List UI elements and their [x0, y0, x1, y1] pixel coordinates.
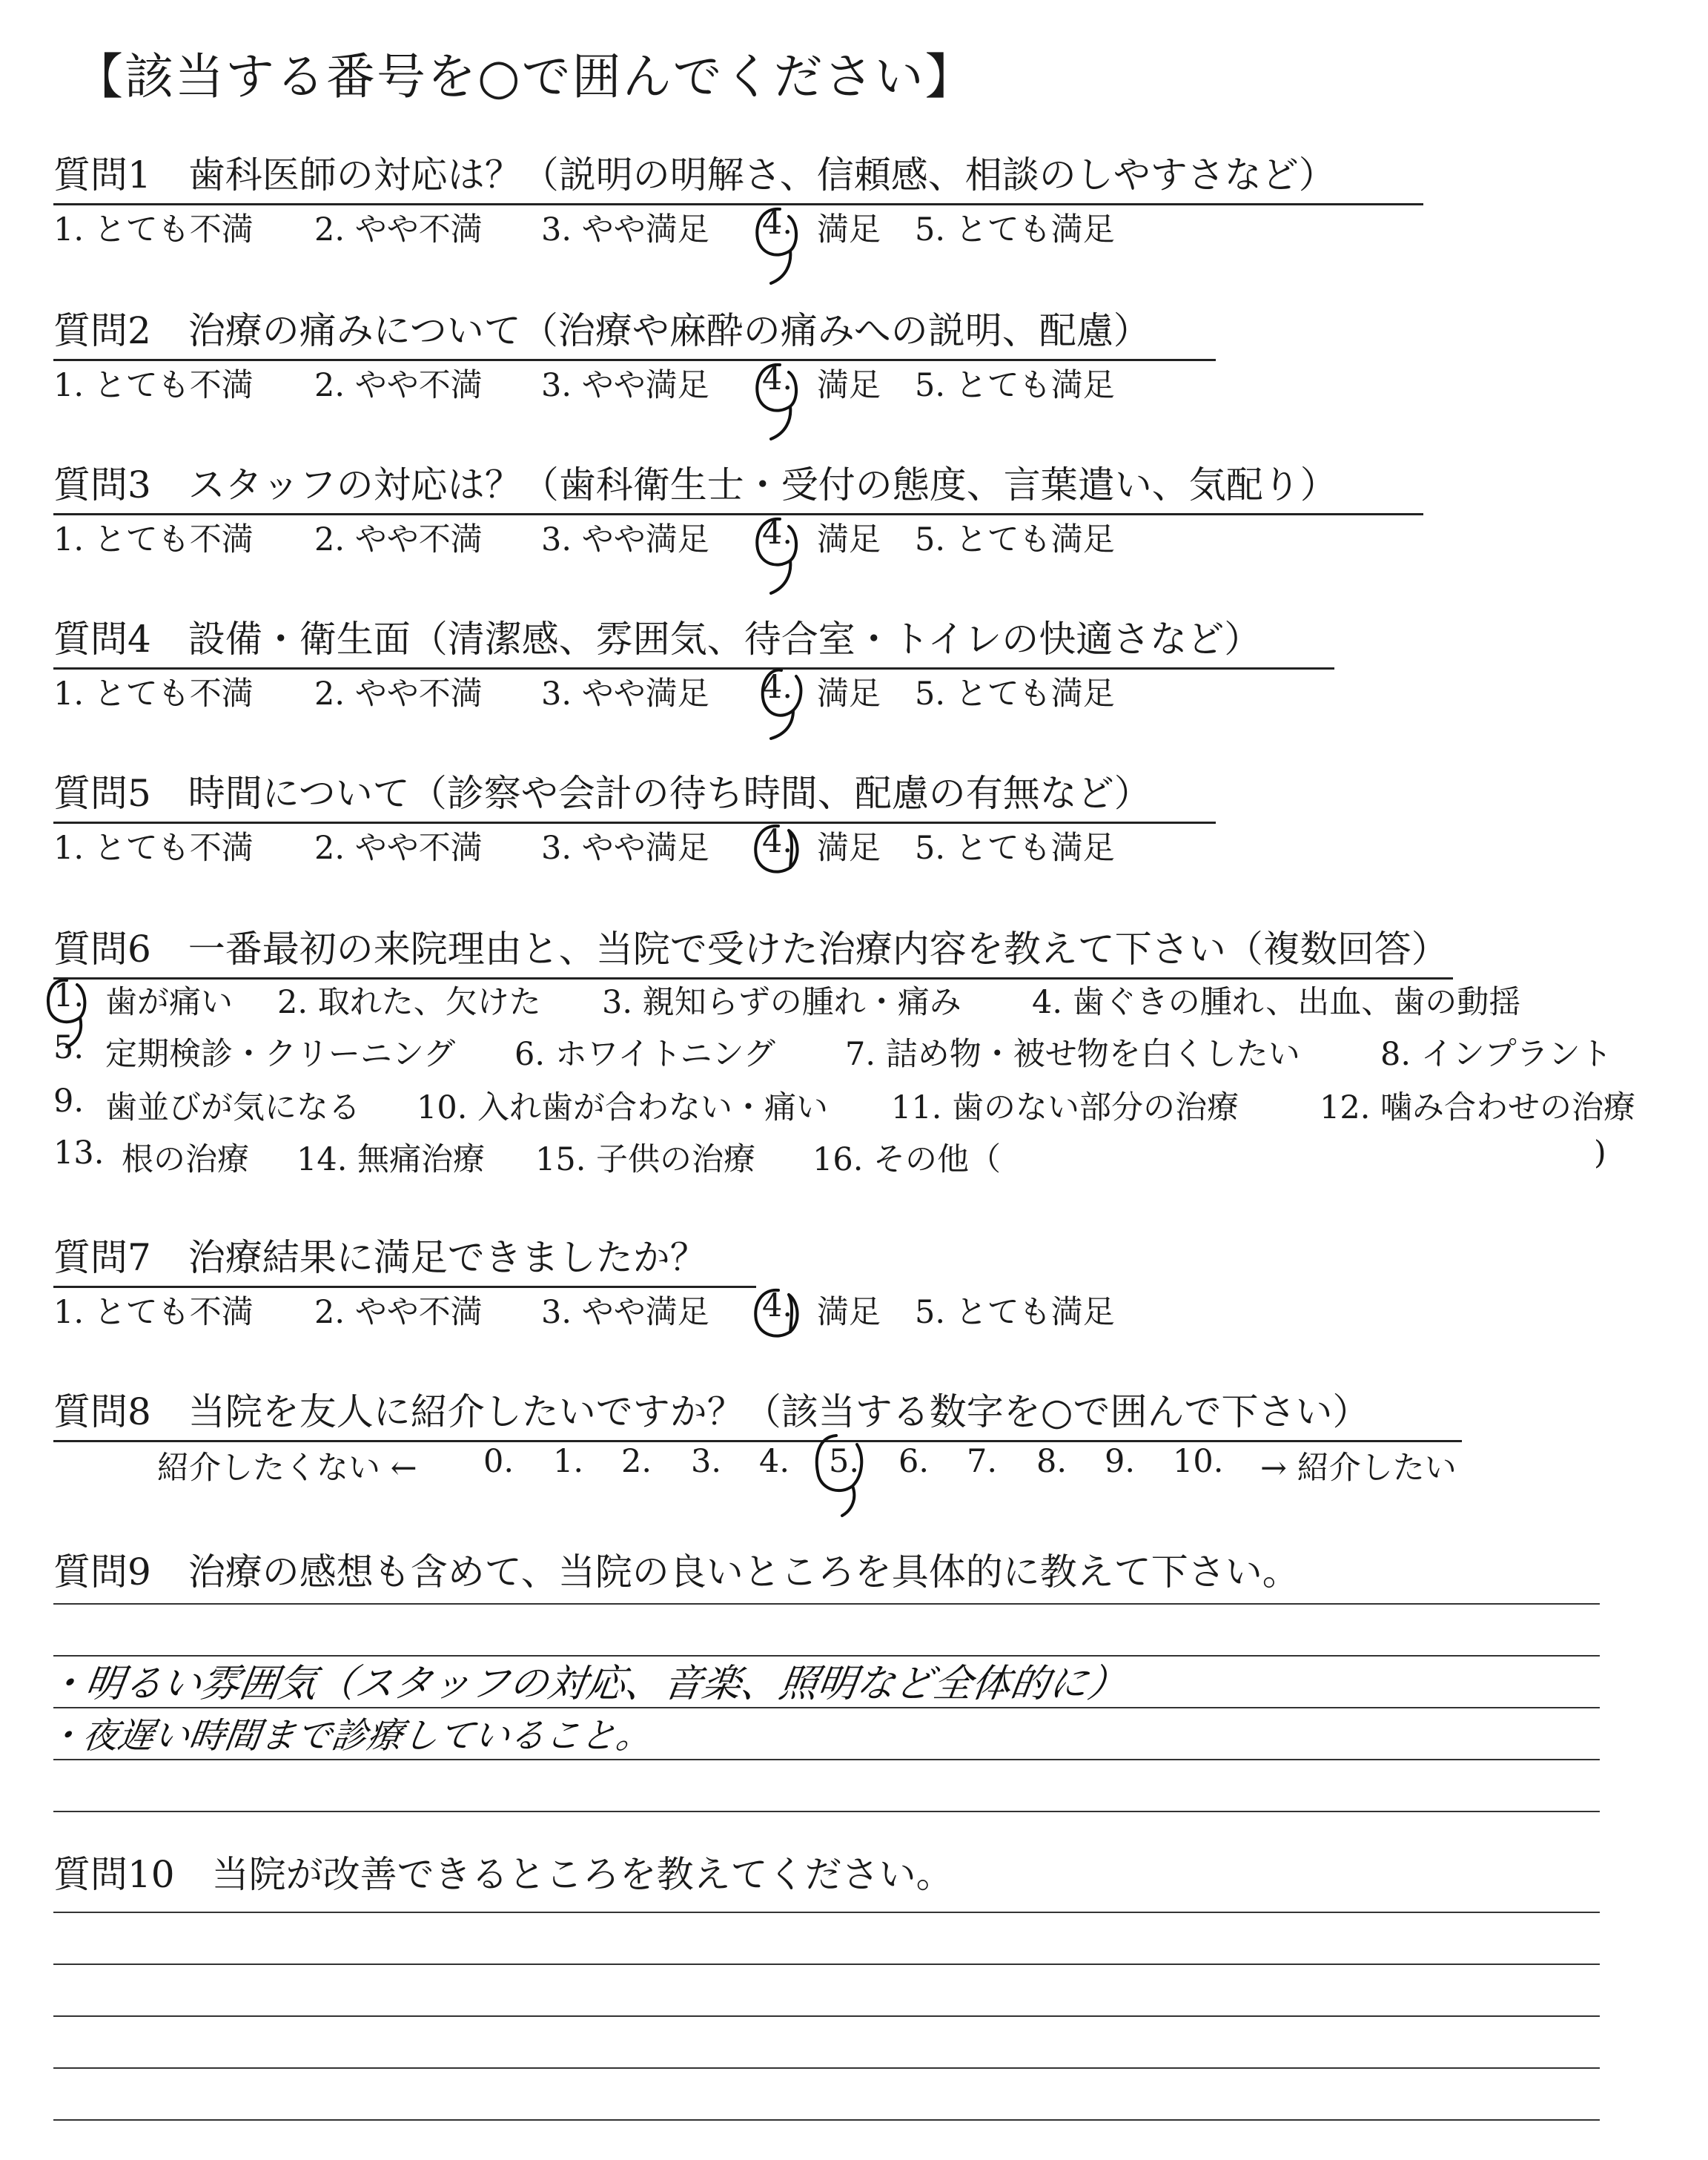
option-5[interactable]: 5. とても満足 [915, 521, 1115, 558]
question-1-title: 質問1 歯科医師の対応は？（説明の明解さ、信頼感、相談のしやすさなど） [53, 145, 1423, 205]
q6-option-9-label: 歯並びが気になる [105, 1089, 360, 1126]
handwritten-answer-2: ・夜遅い時間まで診療していること。 [44, 1715, 655, 1757]
question-6-options-row2 [53, 1029, 1647, 1071]
option-4-label: 満足 [817, 830, 881, 867]
question-8-scale [53, 1443, 1536, 1487]
q6-option-4[interactable]: 4. 歯ぐきの腫れ、出血、歯の動揺 [1032, 984, 1521, 1021]
q6-option-14[interactable]: 14. 無痛治療 [297, 1141, 486, 1178]
question-4-options [53, 669, 1239, 713]
option-5[interactable]: 5. とても満足 [915, 367, 1115, 404]
q6-option-16[interactable]: 16. その他（ [812, 1141, 1002, 1178]
answer-line [53, 2015, 1600, 2017]
option-1[interactable]: 1. とても不満 [53, 211, 254, 248]
q6-option-2[interactable]: 2. 取れた、欠けた [277, 984, 541, 1021]
question-6-options-row4 [53, 1135, 1647, 1176]
q6-option-1-label: 歯が痛い [105, 984, 233, 1021]
option-3[interactable]: 3. やや満足 [541, 830, 709, 867]
question-7-title: 質問7 治療結果に満足できましたか？ [53, 1228, 756, 1288]
option-1[interactable]: 1. とても不満 [53, 830, 254, 867]
q6-option-10[interactable]: 10. 入れ歯が合わない・痛い [417, 1089, 829, 1126]
option-4[interactable]: 4. [762, 515, 793, 552]
option-5[interactable]: 5. とても満足 [915, 1294, 1115, 1331]
option-2[interactable]: 2. やや不満 [314, 367, 483, 404]
option-4[interactable]: 4. [762, 823, 793, 860]
q6-option-12[interactable]: 12. 噛み合わせの治療 [1320, 1089, 1636, 1126]
option-4-label: 満足 [817, 676, 881, 713]
scale-2[interactable]: 2. [621, 1443, 652, 1480]
scale-3[interactable]: 3. [691, 1443, 722, 1480]
scale-1[interactable]: 1. [553, 1443, 584, 1480]
option-4[interactable]: 4. [762, 360, 793, 397]
q6-option-8[interactable]: 8. インプラント [1380, 1036, 1612, 1073]
option-1[interactable]: 1. とても不満 [53, 676, 254, 713]
question-2-options [53, 360, 1239, 402]
answer-line [53, 1964, 1600, 1965]
option-5[interactable]: 5. とても満足 [915, 211, 1115, 248]
scale-4[interactable]: 4. [759, 1443, 790, 1480]
page-heading: 【該当する番号を○で囲んでください】 [74, 48, 976, 105]
answer-line [53, 1811, 1600, 1812]
option-3[interactable]: 3. やや満足 [541, 211, 709, 248]
option-5[interactable]: 5. とても満足 [915, 676, 1115, 713]
scale-0[interactable]: 0. [483, 1443, 514, 1480]
scale-8[interactable]: 8. [1036, 1443, 1068, 1480]
q6-option-15[interactable]: 15. 子供の治療 [535, 1141, 756, 1178]
question-8-title: 質問8 当院を友人に紹介したいですか？（該当する数字を○で囲んで下さい） [53, 1382, 1462, 1442]
question-6-options-row1 [53, 977, 1647, 1019]
answer-line [53, 2119, 1600, 2121]
question-6-title: 質問6 一番最初の来院理由と、当院で受けた治療内容を教えて下さい（複数回答） [53, 919, 1453, 980]
option-2[interactable]: 2. やや不満 [314, 521, 483, 558]
option-4-label: 満足 [817, 211, 881, 248]
answer-line [53, 1912, 1600, 1913]
question-5-options [53, 823, 1239, 865]
q6-option-13[interactable]: 13. [53, 1135, 105, 1172]
q6-option-11[interactable]: 11. 歯のない部分の治療 [891, 1089, 1239, 1126]
option-3[interactable]: 3. やや満足 [541, 521, 709, 558]
scale-left-label: 紹介したくない ← [157, 1450, 417, 1487]
question-7-options [53, 1287, 1239, 1329]
option-4[interactable]: 4. [762, 669, 793, 706]
option-4[interactable]: 4. [762, 205, 793, 242]
option-3[interactable]: 3. やや満足 [541, 1294, 709, 1331]
option-1[interactable]: 1. とても不満 [53, 1294, 254, 1331]
option-2[interactable]: 2. やや不満 [314, 830, 483, 867]
q6-option-1[interactable]: 1. [53, 977, 85, 1014]
q6-option-13-label: 根の治療 [122, 1141, 249, 1178]
option-4-label: 満足 [817, 367, 881, 404]
option-4[interactable]: 4. [762, 1287, 793, 1324]
scale-5[interactable]: 5. [829, 1443, 860, 1480]
scale-right-label: → 紹介したい [1260, 1450, 1457, 1487]
q6-option-5-label: 定期検診・クリーニング [105, 1036, 456, 1073]
question-1-options [53, 205, 1239, 246]
option-2[interactable]: 2. やや不満 [314, 1294, 483, 1331]
q6-option-9[interactable]: 9. [53, 1083, 85, 1120]
q6-option-6[interactable]: 6. ホワイトニング [514, 1036, 775, 1073]
option-3[interactable]: 3. やや満足 [541, 367, 709, 404]
option-4-label: 満足 [817, 1294, 881, 1331]
option-3[interactable]: 3. やや満足 [541, 676, 709, 713]
answer-line [53, 1603, 1600, 1605]
q6-other-close-paren: ) [1594, 1135, 1606, 1172]
handwritten-answer-1: ・明るい雰囲気（スタッフの対応、音楽、照明など全体的に） [44, 1662, 1130, 1706]
question-4-title: 質問4 設備・衛生面（清潔感、雰囲気、待合室・トイレの快適さなど） [53, 610, 1334, 670]
question-3-options [53, 515, 1239, 556]
scale-6[interactable]: 6. [898, 1443, 930, 1480]
option-2[interactable]: 2. やや不満 [314, 676, 483, 713]
q6-option-5[interactable]: 5. [53, 1029, 85, 1066]
q6-option-7[interactable]: 7. 詰め物・被せ物を白くしたい [845, 1036, 1300, 1073]
option-1[interactable]: 1. とても不満 [53, 521, 254, 558]
question-5-title: 質問5 時間について（診察や会計の待ち時間、配慮の有無など） [53, 764, 1216, 824]
question-9-title: 質問9 治療の感想も含めて、当院の良いところを具体的に教えて下さい。 [53, 1550, 1300, 1593]
option-4-label: 満足 [817, 521, 881, 558]
question-3-title: 質問3 スタッフの対応は？（歯科衛生士・受付の態度、言葉遣い、気配り） [53, 455, 1423, 515]
option-2[interactable]: 2. やや不満 [314, 211, 483, 248]
question-2-title: 質問2 治療の痛みについて（治療や麻酔の痛みへの説明、配慮） [53, 301, 1216, 361]
q6-option-3[interactable]: 3. 親知らずの腫れ・痛み [602, 984, 961, 1021]
question-10-title: 質問10 当院が改善できるところを教えてください。 [53, 1853, 953, 1896]
question-6-options-row3 [53, 1083, 1655, 1124]
option-5[interactable]: 5. とても満足 [915, 830, 1115, 867]
scale-10[interactable]: 10. [1173, 1443, 1224, 1480]
option-1[interactable]: 1. とても不満 [53, 367, 254, 404]
answer-line [53, 1759, 1600, 1760]
scale-9[interactable]: 9. [1105, 1443, 1136, 1480]
answer-line [53, 2067, 1600, 2069]
scale-7[interactable]: 7. [967, 1443, 998, 1480]
